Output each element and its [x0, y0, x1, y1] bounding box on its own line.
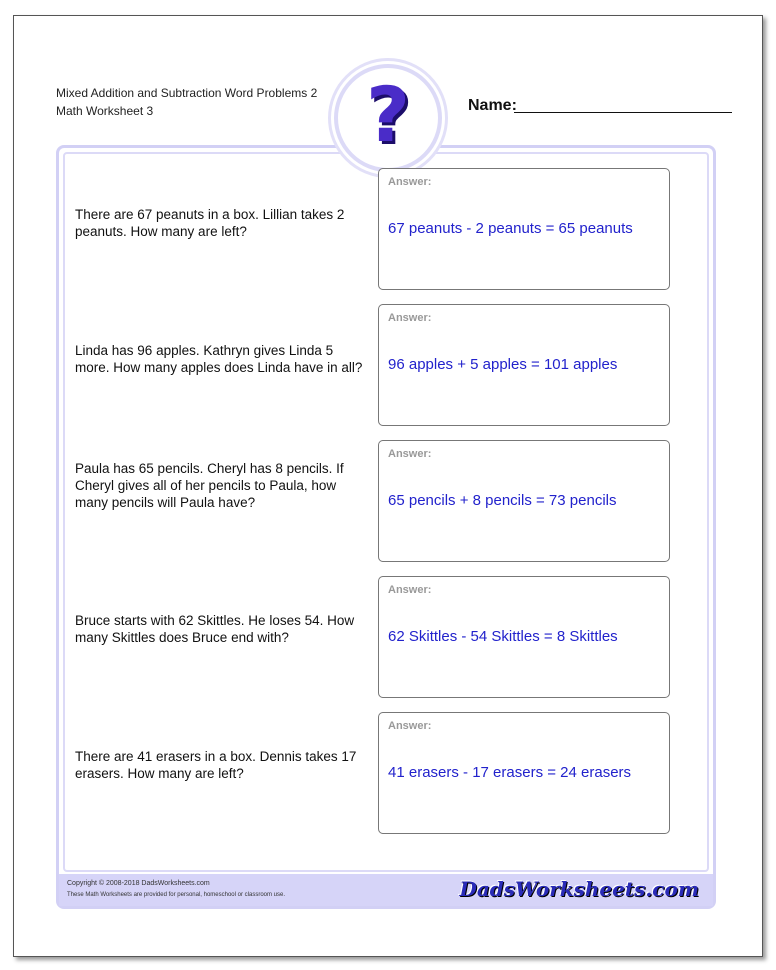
answer-label: Answer: [388, 584, 432, 596]
worksheet-subtitle: Math Worksheet 3 [56, 104, 154, 118]
answer-box [378, 168, 670, 290]
usage-notice: These Math Worksheets are provided for personal, homeschool or classroom use. [67, 892, 285, 898]
answer-text: 67 peanuts - 2 peanuts = 65 peanuts [388, 220, 633, 237]
problem-question: Paula has 65 pencils. Cheryl has 8 pencils. If Cheryl gives all of her pencils to Paula, how many pencils will Paula have? [75, 461, 344, 510]
dadsworksheets-logo: DadsWorksheets.com [459, 877, 699, 901]
problem-question: Linda has 96 apples. Kathryn gives Linda 5 more. How many apples does Linda have in all? [75, 343, 363, 375]
answer-label: Answer: [388, 312, 432, 324]
worksheet-title: Mixed Addition and Subtraction Word Problems 2 [56, 86, 318, 100]
problem-question: There are 41 erasers in a box. Dennis takes 17 erasers. How many are left? [75, 749, 357, 781]
answer-text: 41 erasers - 17 erasers = 24 erasers [388, 764, 632, 781]
name-label: Name: [468, 97, 517, 114]
problem-question: There are 67 peanuts in a box. Lillian takes 2 peanuts. How many are left? [75, 207, 345, 239]
copyright: Copyright © 2008-2018 DadsWorksheets.com [67, 880, 210, 887]
question-mark-icon: ? [365, 70, 411, 159]
answer-label: Answer: [388, 448, 432, 460]
answer-text: 62 Skittles - 54 Skittles = 8 Skittles [388, 628, 618, 645]
answer-box [378, 712, 670, 834]
answer-box [378, 440, 670, 562]
answer-box [378, 576, 670, 698]
question-badge [334, 64, 442, 172]
answer-text: 65 pencils + 8 pencils = 73 pencils [388, 492, 617, 509]
problem-question: Bruce starts with 62 Skittles. He loses 54. How many Skittles does Bruce end with? [75, 613, 355, 645]
footer [59, 874, 713, 906]
answer-text: 96 apples + 5 apples = 101 apples [388, 356, 618, 373]
name-line [514, 112, 732, 113]
answer-label: Answer: [388, 720, 432, 732]
answer-label: Answer: [388, 176, 432, 188]
answer-box [378, 304, 670, 426]
